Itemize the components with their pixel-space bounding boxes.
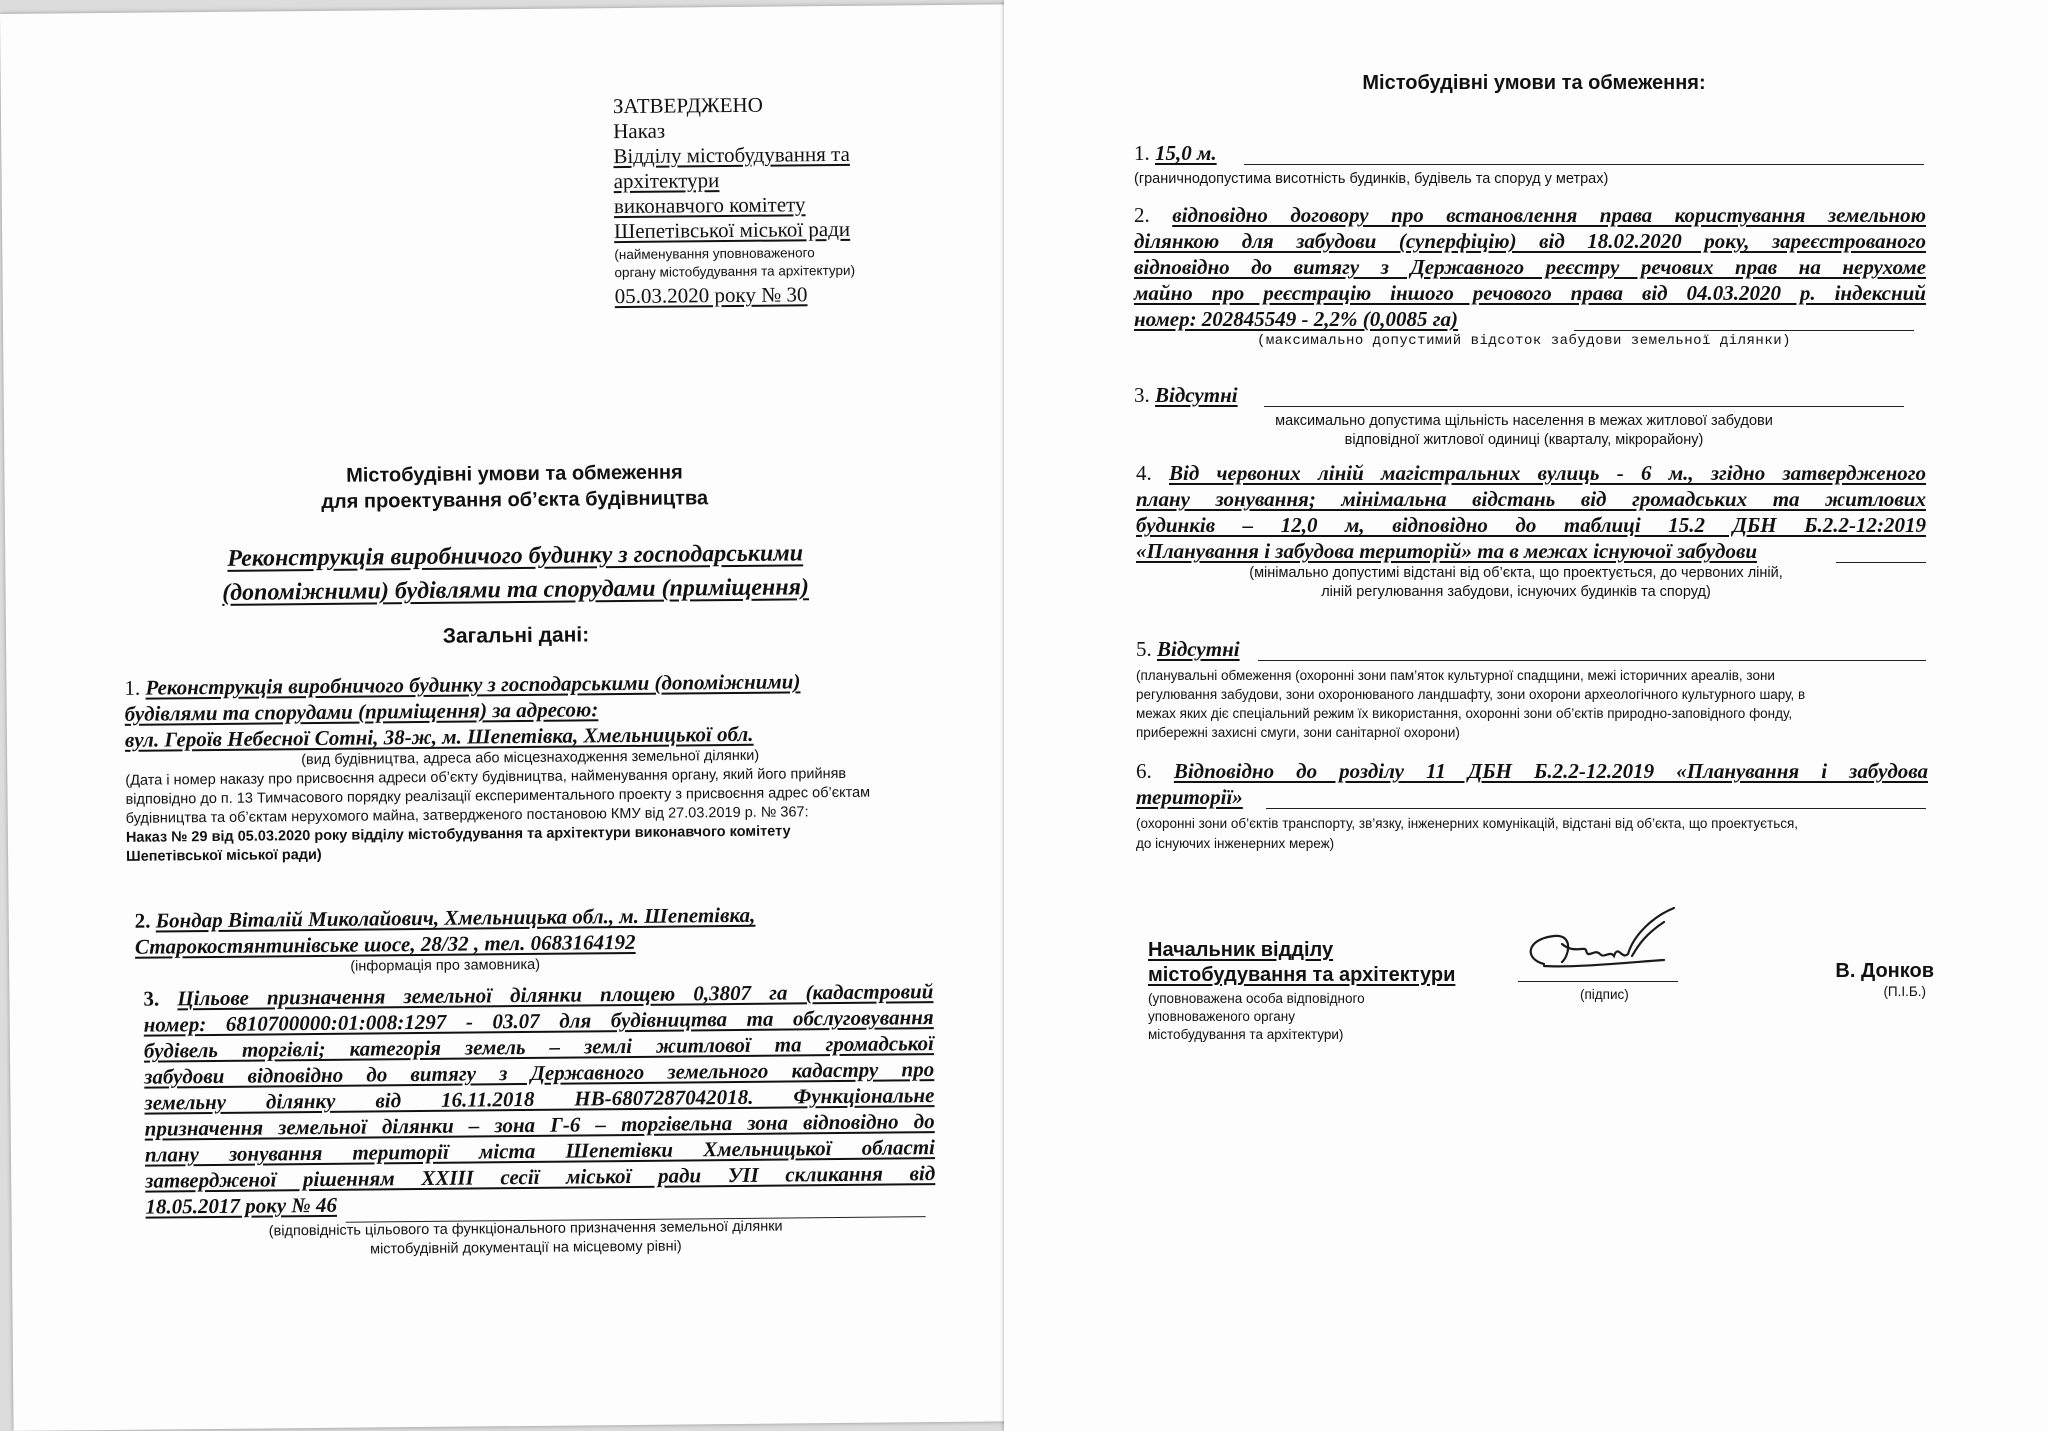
object-title-line: (допоміжними) будівлями та спорудами (приміщення): [222, 574, 810, 606]
item-caption: (мінімально допустимі відстані від об’єкта, що проектується, до червоних ліній,: [1249, 565, 1783, 581]
heading-line: для проектування об’єкта будівництва: [321, 487, 709, 513]
item-text-line: затвердженої рішенням ХХІІІ сесії міської ради УІІ скликання від: [145, 1161, 936, 1193]
item-note-line: (Дата і номер наказу про присвоєння адреси об’єкту будівництва, найменування органу, який його прийняв: [125, 765, 847, 789]
item-1: [124, 667, 926, 867]
item-caption: прибережні захисні смуги, зони санітарної охорони): [1136, 725, 1460, 740]
item-number: 3.: [1134, 383, 1150, 407]
item-caption: (охоронні зони об’єктів транспорту, зв’язку, інженерних комунікацій, відстані від об’єкта, що проектується,: [1136, 816, 1799, 831]
item-text-line: «Планування і забудова територій» та в межах існуючої забудови: [1136, 539, 1758, 563]
item-text-line: 18.05.2017 року № 46: [145, 1192, 337, 1219]
heading-line: Містобудівні умови та обмеження: [346, 461, 683, 487]
item-3: [143, 978, 936, 1262]
approval-block: [613, 91, 945, 309]
order-date-number: 05.03.2020 року № 30: [614, 282, 808, 309]
signature-caption: (підпис): [1580, 987, 1629, 1002]
fill-line: [1264, 406, 1904, 407]
item-number: 1.: [1134, 141, 1150, 165]
item-number: 1.: [124, 675, 141, 700]
item-text-line: будинків – 12,0 м, відповідно до таблиці 15.2 ДБН Б.2.2-12:2019: [1136, 513, 1926, 537]
item-caption: до існуючих інженерних мереж): [1136, 836, 1335, 851]
item-note-end: Шепетівської міської ради): [126, 846, 322, 865]
fill-line: [1574, 330, 1914, 331]
left-page: [0, 4, 1032, 1431]
item-caption: (вид будівництва, адреса або місцезнаходження земельної ділянки): [301, 747, 760, 769]
condition-item-4: [1136, 460, 1926, 602]
position-caption: містобудування та архітектури): [1148, 1027, 1344, 1042]
fill-line: [1836, 562, 1926, 563]
item-text-line: 15,0 м.: [1155, 141, 1217, 165]
item-text-line: території»: [1136, 785, 1243, 809]
fill-line: [1258, 660, 1926, 661]
item-caption: (максимально допустимий відсоток забудови земельної ділянки): [1256, 333, 1792, 349]
organ-caption: (найменування уповноваженого: [614, 245, 815, 263]
item-text-line: Старокостянтинівське шосе, 28/32 , тел. 0683164192: [134, 929, 636, 959]
item-caption: відповідної житлової одиниці (кварталу, мікрорайону): [1344, 432, 1704, 448]
condition-item-5: [1136, 636, 1936, 742]
item-text-line: відповідно договору про встановлення права користування земельною: [1172, 203, 1927, 227]
item-number: 2.: [134, 908, 151, 933]
object-title: [135, 535, 896, 610]
item-2: [135, 900, 926, 979]
organ-line: виконавчого комітету: [613, 192, 806, 219]
order-word: Наказ: [613, 118, 666, 144]
item-caption: (граничнодопустима висотність будинків, будівель та споруд у метрах): [1134, 171, 1609, 187]
position-line: Начальник відділу: [1148, 939, 1334, 961]
item-caption: (планувальні обмеження (охоронні зони пам’яток культурної спадщини, межі історичних ареалів, зони: [1136, 668, 1775, 683]
signature-line: [1518, 981, 1678, 982]
approved-title: ЗАТВЕРДЖЕНО: [612, 92, 763, 119]
item-text-line: Від червоних ліній магістральних вулиць - 6 м., згідно затвердженого: [1169, 461, 1927, 485]
item-caption: межах яких діє спеціальний режим їх використання, охоронні зони об’єктів природно-заповідного фонду,: [1136, 706, 1793, 721]
position-caption: (уповноважена особа відповідного: [1148, 991, 1365, 1006]
item-caption: (відповідність цільового та функціонального призначення земельної ділянки: [268, 1218, 783, 1240]
item-text-line: Відсутні: [1157, 637, 1240, 661]
position-caption: уповноваженого органу: [1148, 1009, 1295, 1024]
item-text-line: будівлями та спорудами (приміщення) за адресою:: [124, 697, 599, 726]
signatory-position: [1148, 938, 1508, 1044]
conditions-heading: Містобудівні умови та обмеження:: [1362, 72, 1706, 94]
document-heading: [204, 458, 824, 516]
item-number: 2.: [1134, 203, 1150, 227]
item-text-line: земельну ділянку від 16.11.2018 НВ-6807287042018. Функціональне: [144, 1083, 935, 1115]
item-caption: максимально допустима щільність населення в межах житлової забудови: [1275, 413, 1773, 429]
item-text-line: плану зонування території міста Шепетівки Хмельницької області: [144, 1135, 936, 1167]
item-number: 5.: [1136, 637, 1152, 661]
item-text-line: Відповідно до розділу 11 ДБН Б.2.2-12.2019 «Планування і забудова: [1173, 759, 1928, 783]
item-text-line: будівель торгівлі; категорія земель – землі житлової та громадської: [143, 1031, 935, 1063]
organ-line: Шепетівської міської ради: [613, 216, 851, 244]
item-note-bold: Наказ № 29 від 05.03.2020 року відділу містобудування та архітектури виконавчого комітету: [125, 823, 791, 846]
position-line: містобудування та архітектури: [1148, 964, 1456, 986]
item-text-line: призначення земельної ділянки – зона Г-6 – торгівельна зона відповідно до: [144, 1109, 935, 1141]
item-text-line: майно про реєстрацію іншого речового права від 04.03.2020 р. індексний: [1134, 281, 1926, 305]
item-caption: містобудівній документації на місцевому рівні): [370, 1238, 682, 1258]
right-page: [1004, 0, 2048, 1431]
condition-item-6: [1136, 758, 1928, 854]
item-text-line: ділянкою для забудови (суперфіцію) від 18.02.2020 року, зареєстрованого: [1134, 229, 1926, 253]
item-note-line: відповідно до п. 13 Тимчасового порядку реалізації експериментального проекту з присвоєння адрес об’єктам: [125, 784, 871, 808]
item-text-line: плану зонування; мінімальна відстань від громадських та житлових: [1136, 487, 1926, 511]
fill-line: [1244, 164, 1924, 165]
condition-item-3: [1134, 382, 1924, 450]
item-text-line: Реконструкція виробничого будинку з господарськими (допоміжними): [145, 669, 801, 700]
item-caption: ліній регулювання забудови, існуючих будинків та споруд): [1321, 584, 1711, 600]
object-title-line: Реконструкція виробничого будинку з господарськими: [227, 540, 804, 572]
item-text-line: забудови відповідно до витягу з Державного земельного кадастру про: [144, 1057, 935, 1089]
signatory-name: В. Донков: [1835, 960, 1934, 982]
organ-line: архітектури: [613, 168, 720, 194]
organ-line: Відділу містобудування та: [613, 141, 850, 169]
item-text-line: Бондар Віталій Миколайович, Хмельницька обл., м. Шепетівка,: [155, 902, 756, 933]
item-text-line: вул. Героїв Небесної Сотні, 38-ж, м. Шепетівка, Хмельницької обл.: [124, 721, 754, 752]
condition-item-2: [1134, 202, 1926, 350]
item-number: 3.: [143, 986, 160, 1011]
item-caption: регулювання забудови, зони охоронюваного ландшафту, зони охорони археологічного культурного шару, в: [1136, 687, 1806, 702]
item-text-line: Відсутні: [1155, 383, 1238, 407]
item-note-line: будівництва та об’єктам нерухомого майна, затвердженого постановою КМУ від 27.03.2019 р. № 367:: [125, 804, 809, 827]
fill-line: [1266, 808, 1926, 809]
item-text-line: Цільове призначення земельної ділянки площею 0,3807 га (кадастровий: [177, 979, 934, 1011]
name-caption: (П.І.Б.): [1883, 984, 1926, 999]
item-caption: (інформація про замовника): [350, 956, 541, 975]
item-number: 4.: [1136, 461, 1152, 485]
signatory-name-block: [1774, 960, 1934, 1001]
item-text-line: відповідно до витягу з Державного реєстру речових прав на нерухоме: [1134, 255, 1926, 279]
organ-caption: органу містобудування та архітектури): [614, 262, 856, 281]
item-text-line: номер: 202845549 - 2,2% (0,0085 га): [1134, 307, 1459, 331]
general-heading: Загальні дані:: [442, 623, 590, 648]
item-text-line: номер: 6810700000:01:008:1297 - 03.07 для будівництва та обслуговування: [143, 1005, 934, 1037]
item-number: 6.: [1136, 759, 1152, 783]
condition-item-1: [1134, 140, 1924, 189]
